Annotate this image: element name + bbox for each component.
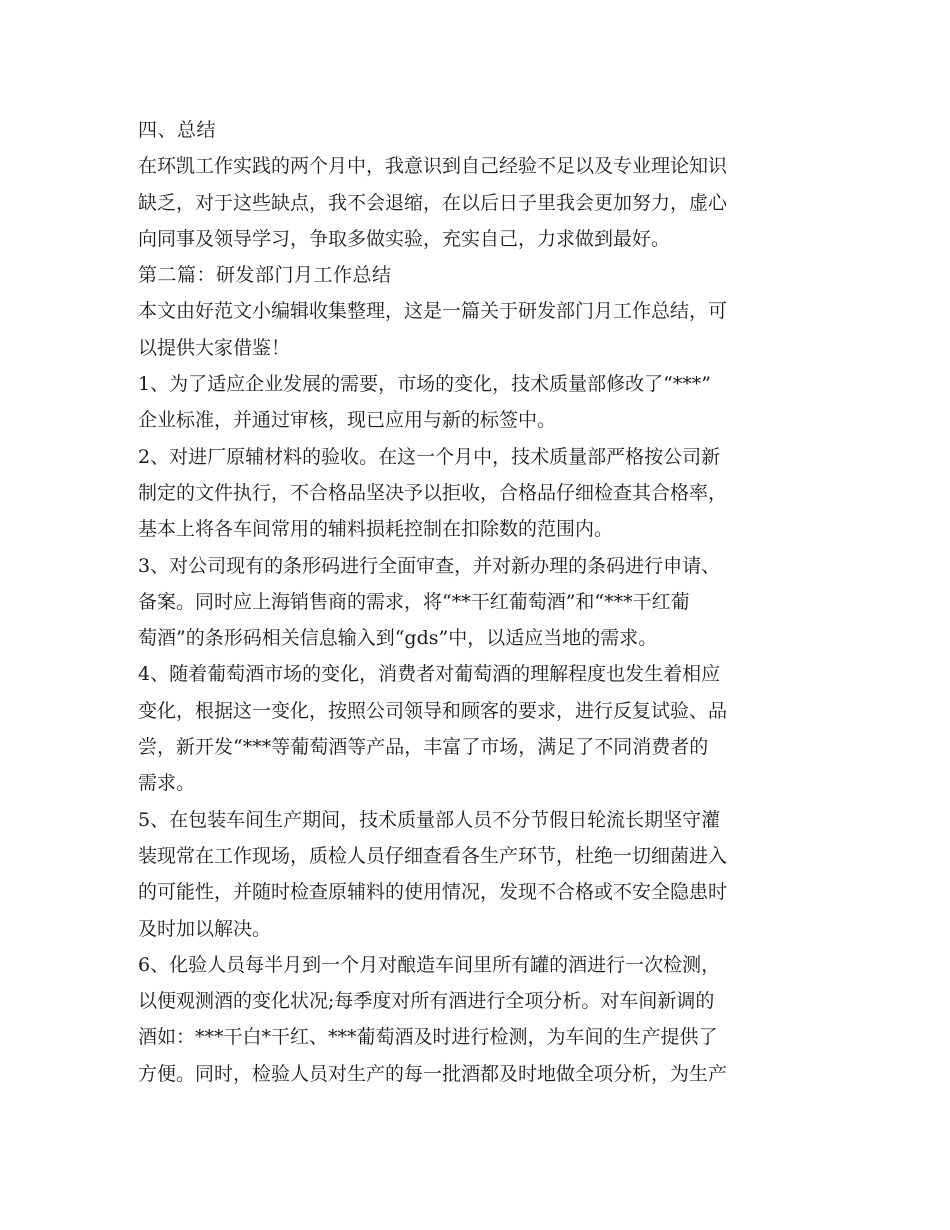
text-line: 萄酒”的条形码相关信息输入到“gds”中，以适应当地的需求。 bbox=[138, 627, 658, 650]
text-line: 1、为了适应企业发展的需要，市场的变化，技术质量部修改了“***” bbox=[138, 373, 712, 396]
text-line: 变化，根据这一变化，按照公司领导和顾客的要求，进行反复试验、品 bbox=[138, 699, 728, 722]
text-line: 的可能性，并随时检查原辅料的使用情况，发现不合格或不安全隐患时 bbox=[138, 881, 728, 904]
chapter-heading: 第二篇：研发部门月工作总结 bbox=[138, 264, 392, 287]
section-heading: 四、总结 bbox=[138, 119, 217, 141]
text-line: 4、随着葡萄酒市场的变化，消费者对葡萄酒的理解程度也发生着相应 bbox=[138, 663, 721, 686]
text-line: 5、在包装车间生产期间，技术质量部人员不分节假日轮流长期坚守灌 bbox=[138, 808, 721, 831]
text-line: 需求。 bbox=[138, 772, 196, 795]
text-line: 企业标准，并通过审核，现已应用与新的标签中。 bbox=[138, 409, 557, 432]
text-line: 在环凯工作实践的两个月中，我意识到自己经验不足以及专业理论知识 bbox=[138, 155, 728, 178]
text-line: 酒如：***干白*干红、***葡萄酒及时进行检测，为车间的生产提供了 bbox=[138, 1026, 718, 1049]
text-line: 基本上将各车间常用的辅料损耗控制在扣除数的范围内。 bbox=[138, 518, 614, 541]
text-line: 以便观测酒的变化状况;每季度对所有酒进行全项分析。对车间新调的 bbox=[138, 990, 715, 1013]
text-line: 尝，新开发“***等葡萄酒等产品，丰富了市场，满足了不同消费者的 bbox=[138, 736, 709, 759]
text-line: 本文由好范文小编辑收集整理，这是一篇关于研发部门月工作总结，可 bbox=[138, 300, 728, 323]
text-line: 方便。同时，检验人员对生产的每一批酒都及时地做全项分析，为生产 bbox=[138, 1062, 728, 1085]
text-line: 向同事及领导学习，争取多做实验，充实自己，力求做到最好。 bbox=[138, 227, 671, 250]
text-line: 2、对进厂原辅材料的验收。在这一个月中，技术质量部严格按公司新 bbox=[138, 445, 721, 468]
text-line: 备案。同时应上海销售商的需求，将“**干红葡萄酒”和“***干红葡 bbox=[138, 590, 690, 613]
text-line: 以提供大家借鉴！ bbox=[138, 336, 291, 359]
text-line: 装现常在工作现场，质检人员仔细查看各生产环节，杜绝一切细菌进入 bbox=[138, 844, 728, 867]
text-line: 3、对公司现有的条形码进行全面审查，并对新办理的条码进行申请、 bbox=[138, 554, 721, 577]
text-line: 制定的文件执行，不合格品坚决予以拒收，合格品仔细检查其合格率， bbox=[138, 481, 728, 504]
text-line: 及时加以解决。 bbox=[138, 917, 272, 940]
text-line: 6、化验人员每半月到一个月对酿造车间里所有罐的酒进行一次检测， bbox=[138, 953, 721, 976]
document-body bbox=[138, 112, 818, 1092]
text-line: 缺乏，对于这些缺点，我不会退缩，在以后日子里我会更加努力，虚心 bbox=[138, 191, 728, 214]
